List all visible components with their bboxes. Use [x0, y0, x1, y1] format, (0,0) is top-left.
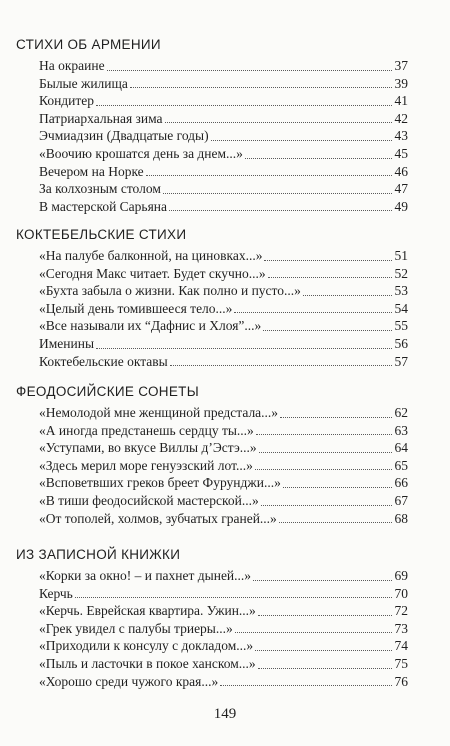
entry-page-number: 41: [394, 93, 408, 109]
entry-page-number: 52: [394, 265, 408, 281]
entry-title: «Керчь. Еврейская квартира. Ужин...»: [39, 603, 256, 619]
entry-title: Именины: [39, 335, 95, 351]
dot-leader: [234, 312, 392, 313]
toc-entry[interactable]: [39, 637, 408, 655]
toc-entry[interactable]: [39, 422, 408, 440]
toc-entry[interactable]: [39, 198, 408, 216]
entry-page-number: 68: [394, 510, 408, 526]
toc-entry[interactable]: [39, 655, 408, 673]
entry-page-number: 73: [394, 620, 408, 636]
entry-title: «На палубе балконной, на циновках...»: [39, 248, 263, 263]
entry-page-number: 57: [394, 353, 408, 369]
toc-entry[interactable]: [39, 75, 408, 93]
dot-leader: [303, 295, 392, 296]
toc-entry[interactable]: [39, 145, 408, 163]
toc-entry[interactable]: [39, 602, 408, 620]
toc-section-koktebel: [16, 226, 408, 370]
entry-title: За колхозным столом: [39, 181, 161, 197]
entry-title: «Хорошо среди чужого края...»: [39, 673, 219, 689]
entry-title: «Сегодня Макс читает. Будет скучно...»: [39, 265, 266, 281]
dot-leader: [268, 277, 392, 278]
entry-page-number: 69: [394, 568, 408, 583]
entry-title: Вечером на Норке: [39, 163, 144, 179]
entry-title: «Пыль и ласточки в покое ханском...»: [39, 655, 256, 671]
entry-title: «Немолодой мне женщиной предстала...»: [39, 405, 279, 420]
toc-section-feodosia: [16, 383, 408, 527]
toc-section-notebook: [16, 546, 408, 690]
toc-entry[interactable]: [39, 457, 408, 475]
dot-leader: [96, 105, 392, 106]
section-heading: ИЗ ЗАПИСНОЙ КНИЖКИ: [16, 547, 181, 562]
entry-title: В мастерской Сарьяна: [39, 198, 167, 214]
toc-entry[interactable]: [39, 353, 408, 371]
entry-title: Кондитер: [39, 93, 95, 109]
dot-leader: [256, 434, 392, 435]
entry-title: «От тополей, холмов, зубчатых граней...»: [39, 510, 277, 526]
entry-title: «А иногда предстанешь сердцу ты...»: [39, 422, 254, 438]
entry-title: «Воочию крошатся день за днем...»: [39, 145, 243, 161]
entry-title: «Здесь мерил море генуэзский лот...»: [39, 457, 253, 473]
entry-page-number: 63: [394, 422, 408, 438]
toc-entry[interactable]: [39, 265, 408, 283]
toc-entry-list: [39, 404, 408, 527]
entry-page-number: 64: [394, 440, 408, 456]
toc-entry[interactable]: [39, 510, 408, 528]
toc-entry[interactable]: [39, 404, 408, 422]
dot-leader: [245, 158, 392, 159]
entry-page-number: 53: [394, 283, 408, 299]
entry-page-number: 70: [394, 585, 408, 601]
toc-entry[interactable]: [39, 335, 408, 353]
entry-page-number: 54: [394, 300, 408, 316]
toc-entry[interactable]: [39, 317, 408, 335]
toc-entry-list: [39, 247, 408, 370]
toc-entry[interactable]: [39, 282, 408, 300]
dot-leader: [258, 615, 392, 616]
entry-title: «Уступами, во вкусе Виллы д’Эстэ...»: [39, 440, 257, 456]
dot-leader: [130, 87, 392, 88]
toc-entry[interactable]: [39, 57, 408, 75]
section-heading: СТИХИ ОБ АРМЕНИИ: [16, 37, 161, 52]
entry-page-number: 55: [394, 318, 408, 334]
dot-leader: [255, 650, 392, 651]
dot-leader: [253, 580, 392, 581]
entry-page-number: 75: [394, 655, 408, 671]
entry-page-number: 67: [394, 492, 408, 508]
toc-entry-list: [39, 57, 408, 215]
entry-page-number: 47: [394, 181, 408, 197]
entry-title: Керчь: [39, 585, 73, 601]
dot-leader: [169, 210, 392, 211]
entry-title: «Целый день томившееся тело...»: [39, 300, 233, 316]
dot-leader: [255, 469, 392, 470]
dot-leader: [170, 365, 392, 366]
entry-page-number: 49: [394, 198, 408, 214]
entry-page-number: 45: [394, 145, 408, 161]
dot-leader: [264, 260, 392, 261]
toc-entry[interactable]: [39, 567, 408, 585]
dot-leader: [263, 330, 392, 331]
entry-page-number: 62: [394, 405, 408, 420]
toc-entry[interactable]: [39, 439, 408, 457]
toc-entry[interactable]: [39, 247, 408, 265]
dot-leader: [96, 348, 392, 349]
toc-entry-list: [39, 567, 408, 690]
toc-entry[interactable]: [39, 474, 408, 492]
entry-title: «Всповетвших греков бреет Фурунджи...»: [39, 475, 281, 491]
dot-leader: [283, 487, 392, 488]
toc-entry[interactable]: [39, 585, 408, 603]
section-heading: КОКТЕБЕЛЬСКИЕ СТИХИ: [16, 227, 187, 242]
entry-page-number: 39: [394, 75, 408, 91]
entry-page-number: 42: [394, 110, 408, 126]
toc-entry[interactable]: [39, 163, 408, 181]
toc-entry[interactable]: [39, 673, 408, 691]
dot-leader: [165, 122, 392, 123]
entry-page-number: 72: [394, 603, 408, 619]
dot-leader: [163, 193, 392, 194]
toc-entry[interactable]: [39, 127, 408, 145]
dot-leader: [259, 452, 392, 453]
toc-entry[interactable]: [39, 180, 408, 198]
entry-title: На окраине: [39, 58, 105, 73]
entry-page-number: 74: [394, 638, 408, 654]
entry-page-number: 65: [394, 457, 408, 473]
toc-entry[interactable]: [39, 110, 408, 128]
page-number: 149: [213, 706, 237, 722]
dot-leader: [146, 175, 392, 176]
dot-leader: [258, 668, 392, 669]
entry-title: «Приходили к консулу с докладом...»: [39, 638, 254, 654]
dot-leader: [279, 522, 392, 523]
dot-leader: [75, 597, 392, 598]
entry-title: «Все называли их “Дафнис и Хлоя”...»: [39, 318, 262, 334]
entry-page-number: 66: [394, 475, 408, 491]
entry-page-number: 43: [394, 128, 408, 144]
entry-title: Эчмиадзин (Двадцатые годы): [39, 128, 209, 144]
entry-title: «В тиши феодосийской мастерской...»: [39, 492, 259, 508]
entry-title: «Грек увидел с палубы триеры...»: [39, 620, 233, 636]
toc-entry[interactable]: [39, 300, 408, 318]
entry-page-number: 56: [394, 335, 408, 351]
entry-title: Патриархальная зима: [39, 110, 163, 126]
toc-entry[interactable]: [39, 92, 408, 110]
entry-page-number: 46: [394, 163, 408, 179]
dot-leader: [211, 140, 392, 141]
entry-page-number: 51: [394, 248, 408, 263]
dot-leader: [280, 417, 392, 418]
dot-leader: [107, 70, 392, 71]
toc-entry[interactable]: [39, 492, 408, 510]
section-heading: ФЕОДОСИЙСКИЕ СОНЕТЫ: [16, 384, 199, 399]
entry-title: Коктебельские октавы: [39, 353, 168, 369]
dot-leader: [261, 505, 392, 506]
toc-section-armenia: [16, 36, 408, 215]
entry-title: «Бухта забыла о жизни. Как полно и пусто...»: [39, 283, 301, 299]
entry-page-number: 76: [394, 673, 408, 689]
entry-page-number: 37: [394, 58, 408, 73]
entry-title: «Корки за окно! – и пахнет дыней...»: [39, 568, 252, 583]
entry-title: Былые жилища: [39, 75, 128, 91]
toc-entry[interactable]: [39, 620, 408, 638]
dot-leader: [220, 685, 392, 686]
dot-leader: [235, 632, 392, 633]
